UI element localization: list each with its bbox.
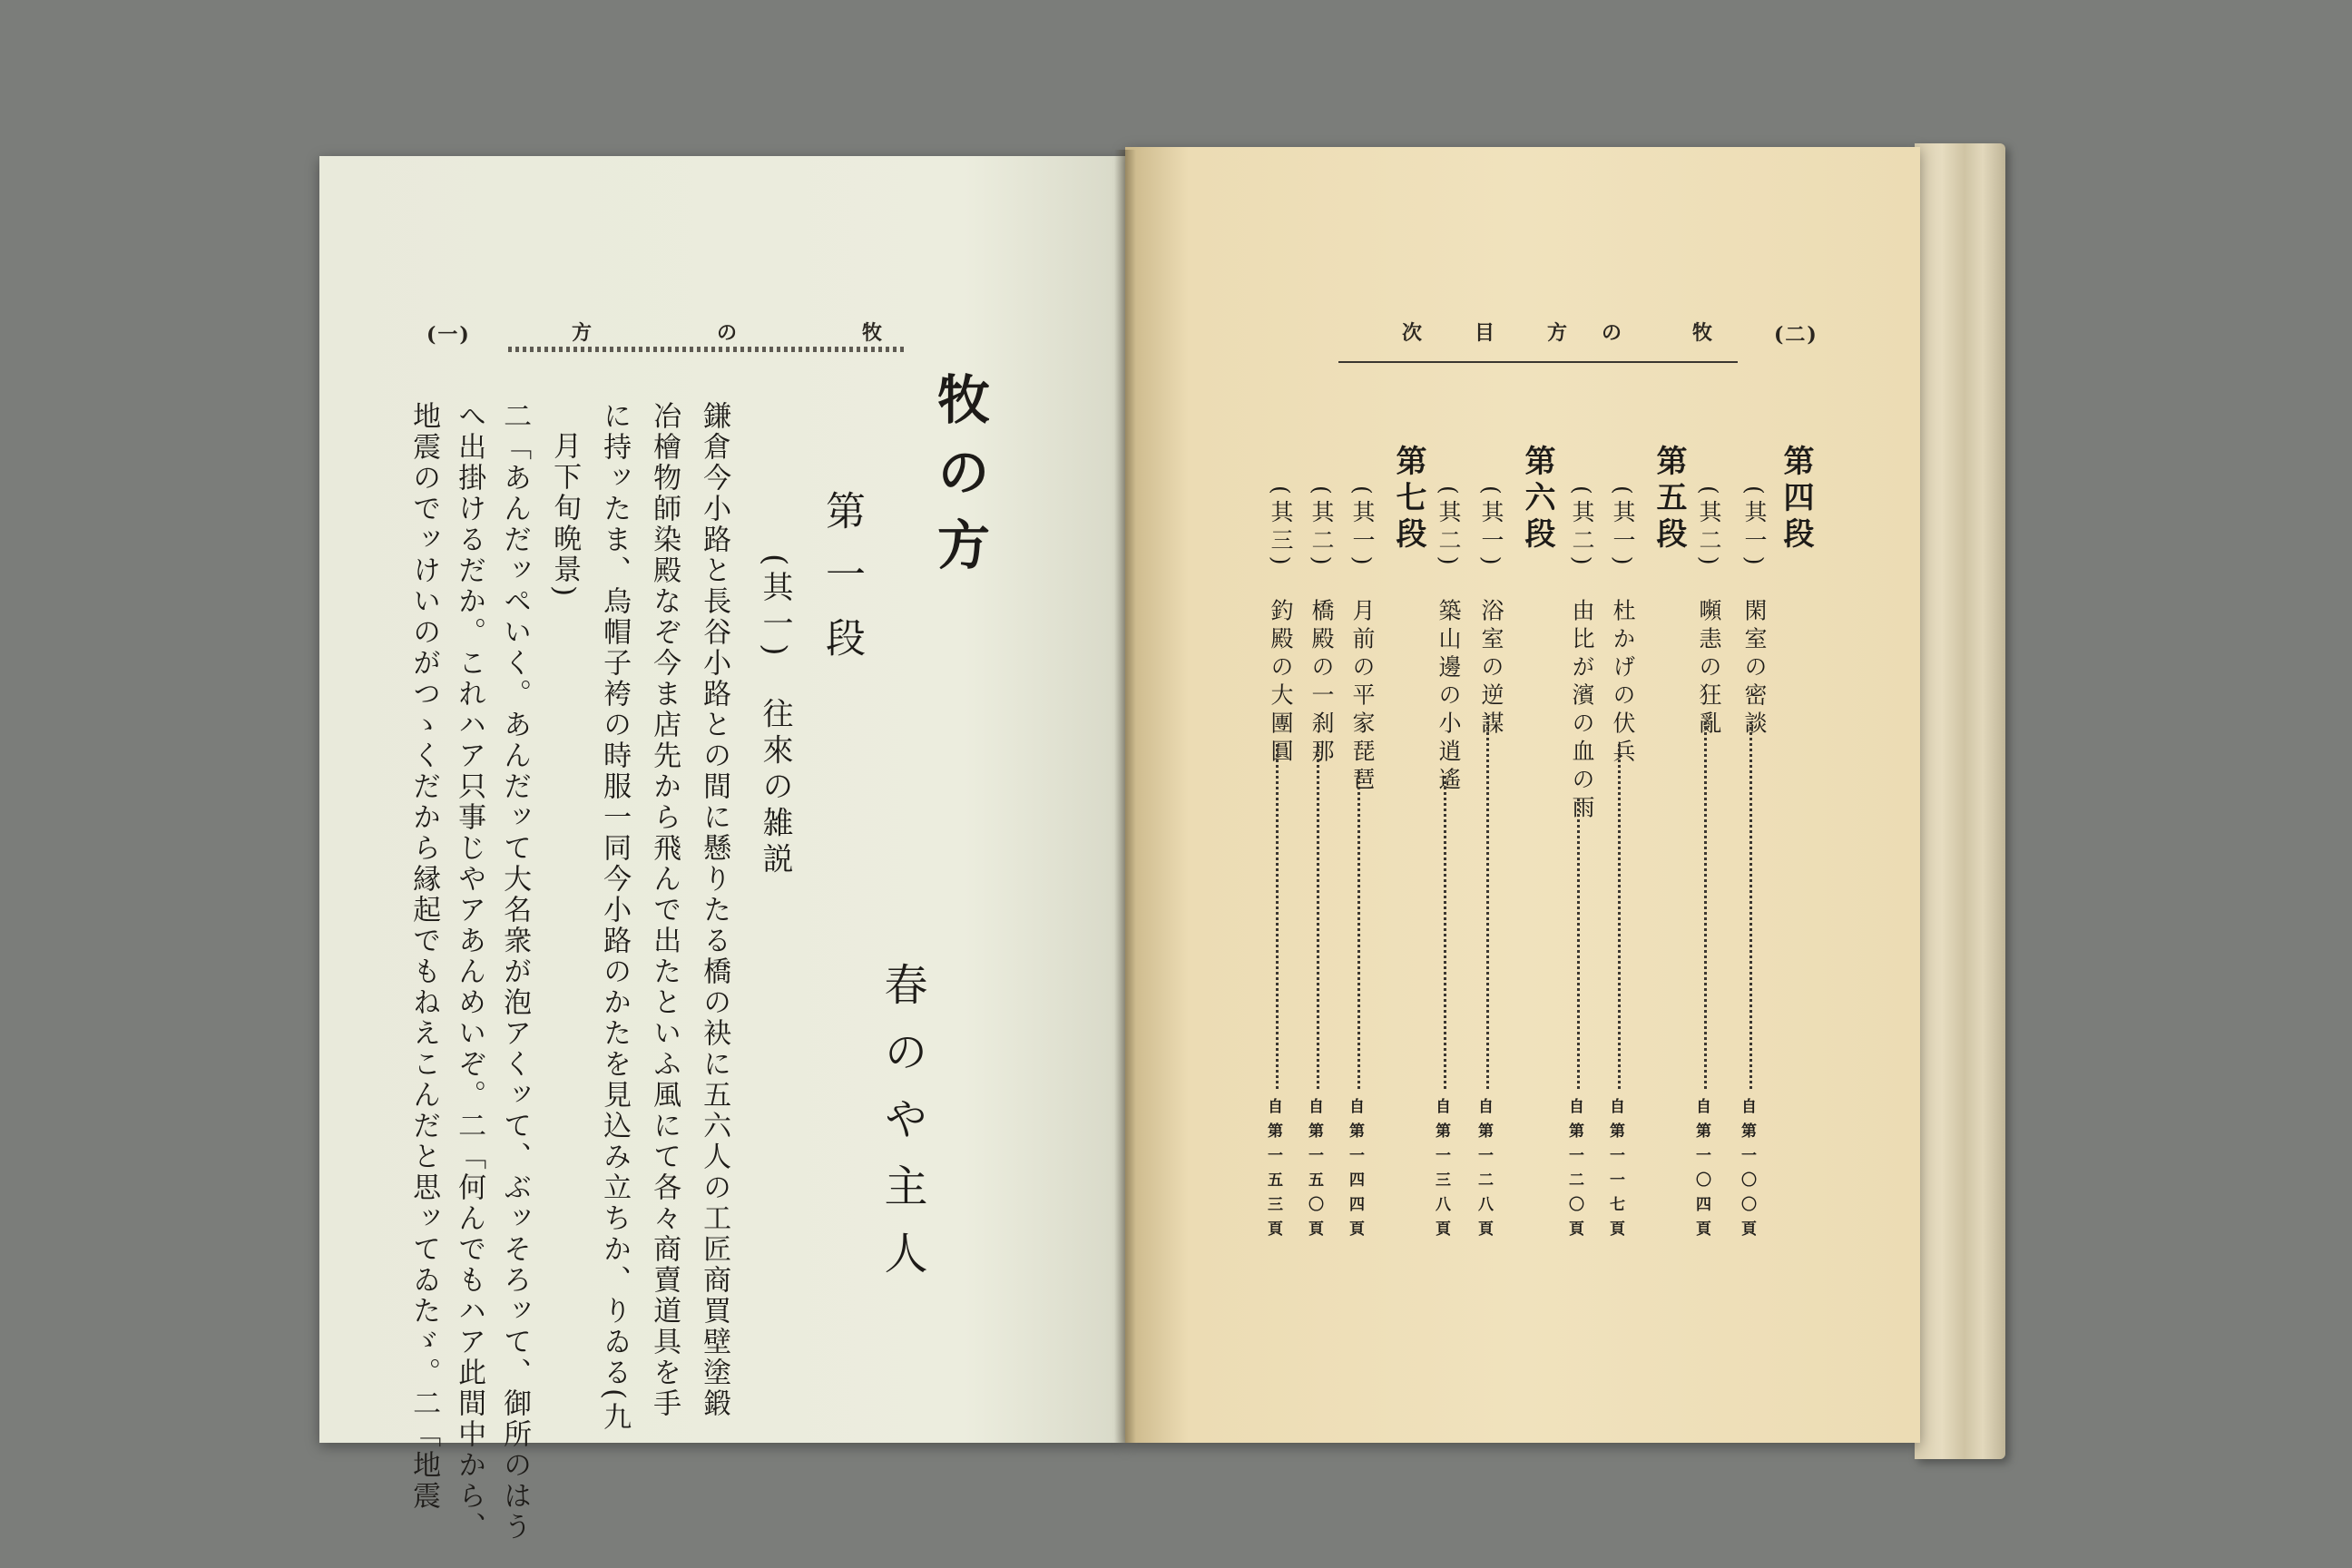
toc-leader — [1486, 717, 1489, 1089]
toc-leader — [1317, 744, 1319, 1089]
toc-item-4-2: (其二) 嚬恚の狂亂 — [1696, 485, 1722, 740]
right-header-char-2: の — [1602, 321, 1622, 345]
body-line-5: 二「あんだッペいく。あんだッて大名衆が泡アくッて、ぶッそろッて、御所のはう — [498, 401, 532, 1543]
toc-page-6-1: 自第一二八頁 — [1475, 1098, 1493, 1245]
toc-page-7-1: 自第一四四頁 — [1346, 1098, 1364, 1245]
toc-item-6-2: (其二) 築山邊の小逍遙 — [1436, 485, 1462, 796]
page-stack-edge — [1915, 143, 2005, 1459]
toc-section-6: 第六段 — [1519, 445, 1555, 554]
toc-leader — [1749, 721, 1752, 1089]
toc-item-6-1: (其一) 浴室の逆謀 — [1478, 485, 1504, 740]
body-line-7: 地震のでッけいのがつゝくだから縁起でもねえこんだと思ッてゐたゞ。二「地震 — [407, 401, 441, 1512]
toc-page-6-2: 自第一三八頁 — [1432, 1098, 1450, 1245]
left-header-char-2: の — [717, 321, 738, 345]
toc-section-5: 第五段 — [1651, 445, 1687, 554]
toc-item-5-2: (其二) 由比が濱の血の雨 — [1569, 485, 1595, 824]
body-line-6: へ出掛けるだか。これハア只事じやアあんめいぞ。二「何んでもハア此間中から、 — [453, 401, 486, 1543]
toc-item-7-1: (其一) 月前の平家琵琶 — [1349, 485, 1376, 796]
right-header-rule — [1338, 361, 1738, 363]
body-line-2: 冶檜物師染殿なぞ今ま店先から飛んで出たといふ風にて各々商賣道具を手 — [648, 401, 681, 1419]
left-header-char-1: 方 — [572, 321, 593, 345]
toc-page-7-3: 自第一五三頁 — [1264, 1098, 1282, 1245]
toc-leader — [1618, 744, 1621, 1089]
left-header-rule — [508, 347, 907, 352]
book-gutter — [1114, 150, 1136, 1443]
toc-page-4-2: 自第一〇四頁 — [1692, 1098, 1710, 1245]
section-heading: (其一) 往來の雑説 — [757, 554, 793, 879]
toc-leader — [1444, 776, 1446, 1089]
toc-leader — [1357, 771, 1360, 1089]
toc-page-5-1: 自第一一七頁 — [1606, 1098, 1624, 1245]
body-line-4: 月下旬晩景) — [548, 431, 582, 600]
right-page-number: (二) — [1774, 323, 1818, 347]
right-header-char-4: 目 — [1475, 321, 1495, 345]
body-line-3: に持ッたま、烏帽子袴の時服一同今小路のかたを見込み立ちか、りゐる(九 — [598, 401, 632, 1434]
toc-section-4: 第四段 — [1778, 445, 1814, 554]
toc-item-5-1: (其一) 杜かげの伏兵 — [1610, 485, 1636, 768]
right-header-char-5: 次 — [1402, 321, 1423, 345]
toc-item-4-1: (其一) 閑室の密談 — [1741, 485, 1768, 740]
toc-leader — [1577, 799, 1580, 1089]
toc-item-7-2: (其二) 橋殿の一刹那 — [1308, 485, 1335, 768]
chapter-heading: 第一段 — [818, 490, 865, 681]
work-title: 牧の方 — [928, 372, 990, 590]
toc-page-4-1: 自第一〇〇頁 — [1738, 1098, 1756, 1245]
toc-section-7: 第七段 — [1390, 445, 1426, 554]
toc-page-7-2: 自第一五〇頁 — [1305, 1098, 1323, 1245]
right-header-char-3: 方 — [1547, 321, 1568, 345]
right-header-char-1: 牧 — [1692, 321, 1713, 345]
left-page-number: (一) — [426, 323, 471, 347]
body-line-1: 鎌倉今小路と長谷小路との間に懸りたる橋の袂に五六人の工匠商買壁塗鍛 — [698, 401, 731, 1419]
toc-item-7-3: (其三) 釣殿の大團圓 — [1268, 485, 1294, 768]
left-header-char-3: 牧 — [862, 321, 883, 345]
toc-page-5-2: 自第一二〇頁 — [1565, 1098, 1583, 1245]
toc-leader — [1704, 721, 1707, 1089]
toc-leader — [1276, 744, 1279, 1089]
author-name: 春のや主人 — [877, 962, 927, 1298]
